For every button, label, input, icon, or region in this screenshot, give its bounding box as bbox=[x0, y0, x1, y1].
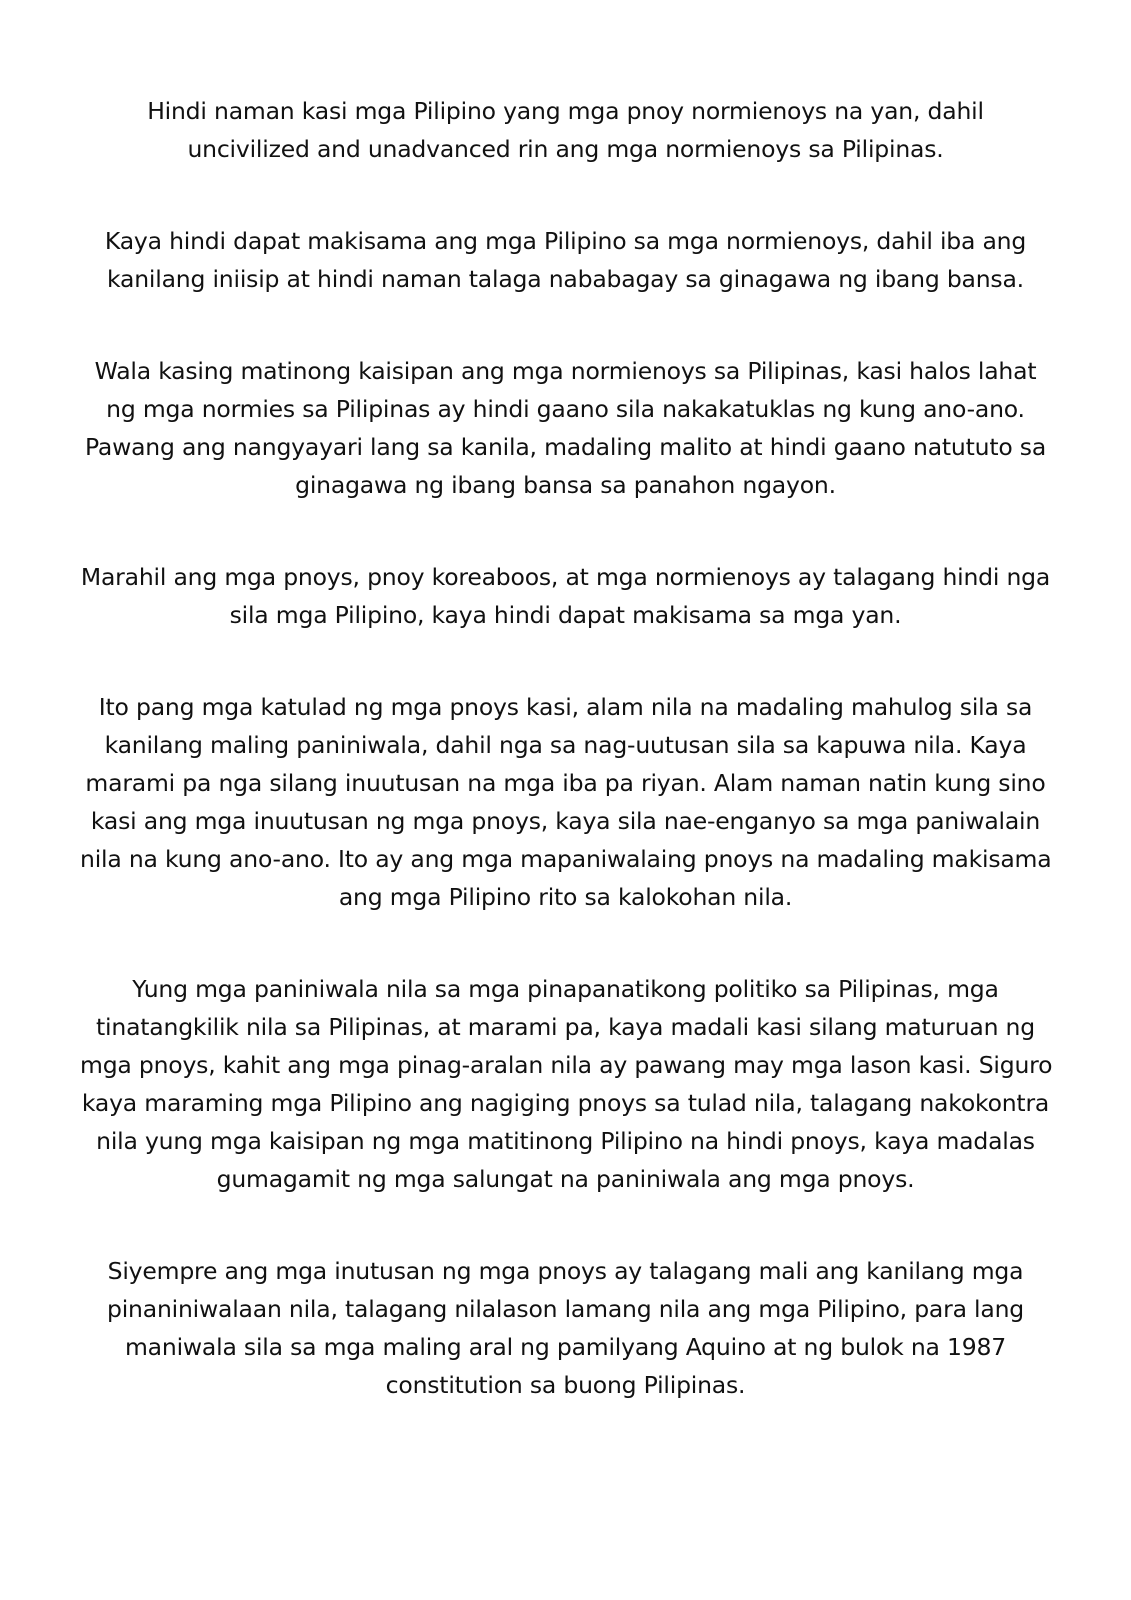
paragraph-line: sila mga Pilipino, kaya hindi dapat makisama sa mga yan. bbox=[229, 601, 902, 629]
paragraph-line: Kaya hindi dapat makisama ang mga Pilipino sa mga normienoys, dahil iba ang bbox=[104, 227, 1027, 255]
paragraph-line: nila na kung ano-ano. Ito ay ang mga mapaniwalaing pnoys na madaling makisama bbox=[80, 845, 1052, 873]
paragraph-4 bbox=[80, 558, 1051, 634]
paragraph-line: constitution sa buong Pilipinas. bbox=[385, 1371, 746, 1399]
paragraph-line: marami pa nga silang inuutusan na mga iba pa riyan. Alam naman natin kung sino bbox=[85, 769, 1046, 797]
paragraph-3 bbox=[80, 352, 1051, 504]
paragraph-5 bbox=[80, 688, 1051, 916]
paragraph-1 bbox=[80, 92, 1051, 168]
paragraph-line: Ito pang mga katulad ng mga pnoys kasi, alam nila na madaling mahulog sila sa bbox=[98, 693, 1033, 721]
paragraph-line: ng mga normies sa Pilipinas ay hindi gaano sila nakakatuklas ng kung ano-ano. bbox=[106, 395, 1025, 423]
paragraph-6 bbox=[80, 970, 1051, 1198]
paragraph-line: pinaniniwalaan nila, talagang nilalason lamang nila ang mga Pilipino, para lang bbox=[107, 1295, 1024, 1323]
paragraph-line: kanilang maling paniniwala, dahil nga sa nag-uutusan sila sa kapuwa nila. Kaya bbox=[104, 731, 1027, 759]
paragraph-line: Yung mga paniniwala nila sa mga pinapanatikong politiko sa Pilipinas, mga bbox=[132, 975, 999, 1003]
paragraph-line: kanilang iniisip at hindi naman talaga nababagay sa ginagawa ng ibang bansa. bbox=[107, 265, 1024, 293]
paragraph-2 bbox=[80, 222, 1051, 298]
paragraph-7 bbox=[80, 1252, 1051, 1404]
paragraph-line: Marahil ang mga pnoys, pnoy koreaboos, at mga normienoys ay talagang hindi nga bbox=[80, 563, 1051, 591]
paragraph-line: Pawang ang nangyayari lang sa kanila, madaling malito at hindi gaano natututo sa bbox=[84, 433, 1047, 461]
paragraph-line: Siyempre ang mga inutusan ng mga pnoys ay talagang mali ang kanilang mga bbox=[107, 1257, 1024, 1285]
paragraph-line: maniwala sila sa mga maling aral ng pamilyang Aquino at ng bulok na 1987 bbox=[124, 1333, 1006, 1361]
paragraph-line: Hindi naman kasi mga Pilipino yang mga pnoy normienoys na yan, dahil bbox=[147, 97, 984, 125]
paragraph-line: tinatangkilik nila sa Pilipinas, at marami pa, kaya madali kasi silang maturuan ng bbox=[96, 1013, 1035, 1041]
paragraph-line: ang mga Pilipino rito sa kalokohan nila. bbox=[338, 883, 793, 911]
paragraph-line: kasi ang mga inuutusan ng mga pnoys, kaya sila nae-enganyo sa mga paniwalain bbox=[90, 807, 1041, 835]
paragraph-line: ginagawa ng ibang bansa sa panahon ngayon. bbox=[295, 471, 836, 499]
paragraph-line: gumagamit ng mga salungat na paniniwala ang mga pnoys. bbox=[216, 1165, 915, 1193]
paragraph-line: mga pnoys, kahit ang mga pinag-aralan nila ay pawang may mga lason kasi. Siguro bbox=[80, 1051, 1053, 1079]
paragraph-line: uncivilized and unadvanced rin ang mga normienoys sa Pilipinas. bbox=[187, 135, 944, 163]
paragraph-line: nila yung mga kaisipan ng mga matitinong Pilipino na hindi pnoys, kaya madalas bbox=[96, 1127, 1035, 1155]
paragraph-line: Wala kasing matinong kaisipan ang mga normienoys sa Pilipinas, kasi halos lahat bbox=[94, 357, 1037, 385]
paragraph-line: kaya maraming mga Pilipino ang nagiging pnoys sa tulad nila, talagang nakokontra bbox=[81, 1089, 1050, 1117]
